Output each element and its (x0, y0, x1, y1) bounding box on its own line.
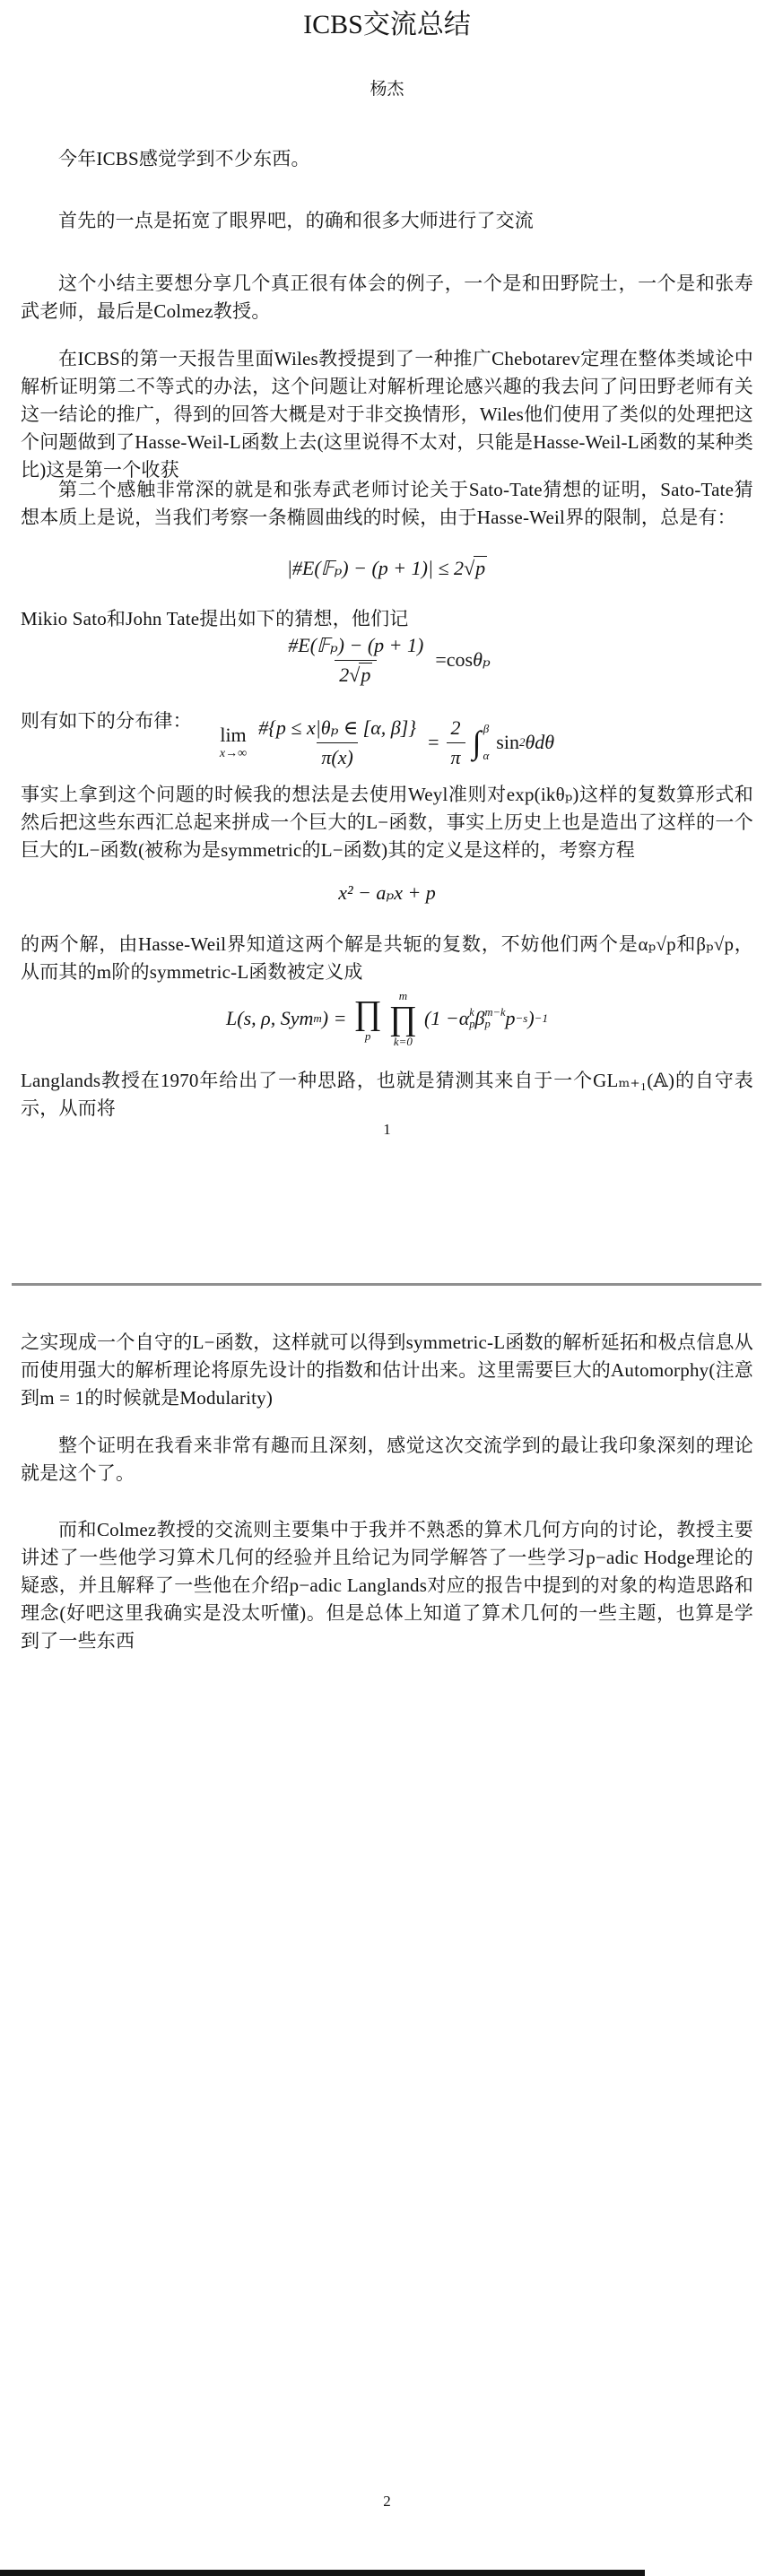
fraction-denominator: π (447, 742, 465, 770)
equals-sign: ) = (321, 1007, 347, 1030)
alpha-symbol: α (458, 1007, 470, 1030)
superscript: m−k (484, 1005, 506, 1019)
coefficient: 2 (339, 663, 350, 686)
differential: θdθ (525, 731, 555, 753)
product-sign: ∏ (353, 993, 382, 1032)
sin-function: sin (496, 731, 519, 753)
radicand: p (361, 663, 371, 686)
document-title: ICBS交流总结 (303, 10, 471, 39)
paragraph-3: 这个小结主要想分享几个真正很有体会的例子，一个是和田野院士，一个是和张寿武老师，最后是Colmez教授。 (21, 273, 753, 322)
formula-body: x² − aₚx + p (338, 881, 436, 904)
subscript: p (469, 1018, 475, 1031)
radicand: p (475, 557, 486, 579)
subscript: p (484, 1018, 491, 1031)
paragraph-9: 的两个解，由Hasse-Weil界知道这两个解是共轭的复数，不妨他们两个是αₚ√p和βₚ√p，从而其的m阶的symmetric-L函数被定义成 (21, 933, 753, 983)
integral-limits (483, 722, 489, 763)
paragraph-10: Langlands教授在1970年给出了一种思路，也就是猜测其来自于一个GLₘ₊₁(𝔸)的自守表示，从而将 (21, 1070, 753, 1119)
sqrt-sign: √ (349, 663, 361, 686)
integrand (496, 731, 554, 754)
formula-cos-theta (0, 633, 774, 687)
beta-symbol: β (474, 1007, 485, 1030)
fraction-numerator: #E(𝔽ₚ) − (p + 1) (288, 634, 424, 656)
equals-sign: = (435, 648, 447, 671)
superscript: −s (515, 1011, 528, 1026)
lower-limit: α (483, 749, 490, 762)
paragraph-1: 今年ICBS感觉学到不少东西。 (58, 148, 310, 169)
formula-body: |#E(𝔽ₚ) − (p + 1)| ≤ 2 (286, 556, 465, 579)
fraction (283, 633, 428, 687)
limit-operator (220, 725, 247, 760)
l-function-label: L(s, ρ, Sym (226, 1007, 314, 1030)
p-symbol: p (505, 1007, 516, 1030)
integral (473, 722, 490, 763)
page-number-1: 1 (383, 1121, 391, 1138)
fraction (254, 716, 421, 769)
page-divider (12, 1283, 761, 1286)
integral-sign: ∫ (472, 724, 482, 760)
beta-scripts (484, 1007, 505, 1030)
paragraph-5: 第二个感触非常深的就是和张寿武老师讨论关于Sato-Tate猜想的证明，Sato-Tate猜想本质上是说，当我们考察一条椭圆曲线的时候，由于Hasse-Weil界的限制，总是有： (21, 479, 753, 528)
lim-label: lim (220, 723, 247, 746)
document-author: 杨杰 (370, 80, 404, 99)
formula-hasse-weil-bound (0, 556, 774, 580)
product-over-k (389, 990, 417, 1047)
fraction-denominator: π(x) (317, 742, 357, 770)
formula-quadratic (0, 881, 774, 905)
paragraph-6: Mikio Sato和John Tate提出如下的猜想，他们记 (21, 608, 409, 629)
product-lower-limit: k=0 (393, 1035, 413, 1049)
page-number-2: 2 (383, 2493, 391, 2510)
sym-power: m (313, 1011, 322, 1026)
product-lower-limit: p (364, 1028, 371, 1043)
theta-argument: θₚ (473, 648, 491, 671)
paragraph-2: 首先的一点是拓宽了眼界吧，的确和很多大师进行了交流 (58, 210, 534, 231)
fraction-numerator: #{p ≤ x|θₚ ∈ [α, β]} (258, 716, 417, 739)
open-paren: (1 − (424, 1007, 459, 1030)
fraction-numerator: 2 (450, 716, 461, 739)
paragraph-11: 之实现成一个自守的L−函数，这样就可以得到symmetric-L函数的解析延拓和极点信息从而使用强大的解析理论将原先设计的指数和估计出来。这里需要巨大的Automorphy(注意到m = 1的时候就是Modularity) (21, 1331, 753, 1409)
product-sign: ∏ (388, 1000, 418, 1037)
sqrt-sign: √ (464, 556, 475, 579)
paragraph-13: 而和Colmez教授的交流则主要集中于我并不熟悉的算术几何方向的讨论，教授主要讲述了一些他学习算术几何的经验并且给记为同学解答了一些学习p−adic Hodge理论的疑惑，并且解释了一些他在介绍p−adic Langlands对应的报告中提到的对象的构造思路和理念(好吧这里我确实是没太听懂)。但是总体上知道了算术几何的一些主题，也算是学到了一些东西 (21, 1519, 753, 1652)
inverse-exponent: −1 (534, 1011, 548, 1026)
superscript: k (469, 1005, 474, 1019)
formula-distribution-law (0, 716, 774, 769)
formula-row (287, 556, 487, 580)
fraction-two-pi (447, 716, 465, 769)
paragraph-8: 事实上拿到这个问题的时候我的想法是去使用Weyl准则对exp(ikθₚ)这样的复数算形式和然后把这些东西汇总起来拼成一个巨大的L−函数，事实上历史上也是造出了这样的一个巨大的L−函数(被称为是symmetric的L−函数)其的定义是这样的，考察方程 (21, 784, 753, 861)
close-paren: ) (527, 1007, 535, 1030)
exponent: 2 (518, 735, 526, 749)
paragraph-4: 在ICBS的第一天报告里面Wiles教授提到了一种推广Chebotarev定理在整体类域论中解析证明第二不等式的办法，这个问题让对解析理论感兴趣的我去问了问田野老师有关这一结论的推广，得到的回答大概是对于非交换情形，Wiles他们使用了类似的处理把这个问题做到了Hasse-Weil-L函数上去(这里说得不太对，只能是Hasse-Weil-L函数的某种类比)这是第一个收获 (21, 348, 753, 481)
euler-factor (424, 1007, 548, 1030)
paragraph-12: 整个证明在我看来非常有趣而且深刻，感觉这次交流学到的最让我印象深刻的理论就是这个了。 (21, 1435, 753, 1484)
paragraph-7: 则有如下的分布律： (21, 710, 192, 732)
formula-lhs (226, 1007, 346, 1030)
equals-sign: = (428, 731, 439, 753)
bottom-bar (0, 2570, 645, 2576)
fraction-denominator (335, 660, 377, 688)
cos-function: cos (446, 648, 474, 671)
product-upper-limit: m (398, 989, 408, 1002)
formula-symmetric-l-function (0, 990, 774, 1047)
product-over-p (353, 993, 382, 1043)
formula-rhs (435, 648, 490, 672)
lim-subscript: x→∞ (219, 746, 248, 760)
upper-limit: β (483, 722, 490, 735)
